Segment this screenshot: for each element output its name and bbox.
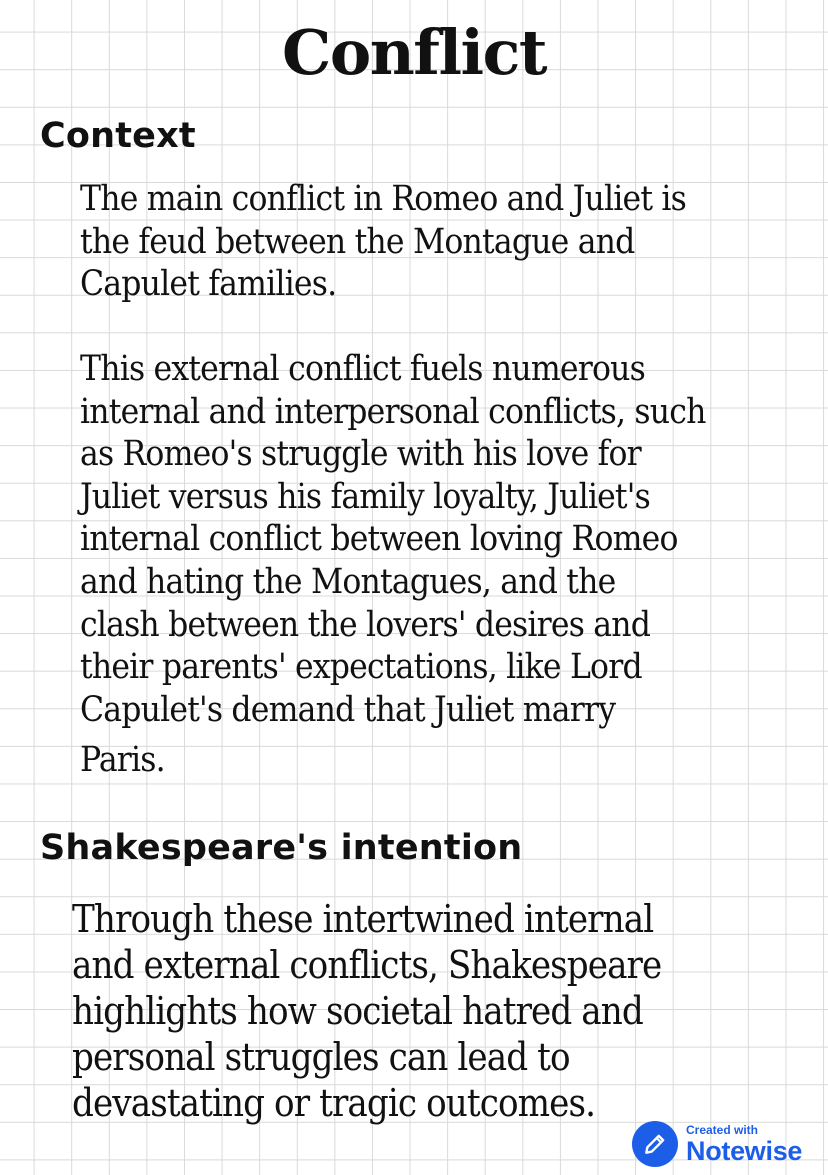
text-line: their parents' expectations, like Lord bbox=[80, 647, 642, 688]
text-line: Capulet families. bbox=[80, 264, 337, 305]
pencil-icon bbox=[632, 1121, 678, 1167]
text-line: internal and interpersonal conflicts, such bbox=[80, 391, 706, 432]
text-line: Through these intertwined internal bbox=[72, 897, 654, 941]
text-line: as Romeo's struggle with his love for bbox=[80, 434, 641, 475]
text-line: The main conflict in Romeo and Juliet is bbox=[80, 179, 686, 219]
text-line: the feud between the Montague and bbox=[80, 221, 635, 262]
intention-paragraph bbox=[72, 896, 661, 1126]
text-line: Capulet's demand that Juliet marry bbox=[80, 689, 616, 730]
badge-caption: Created with bbox=[686, 1122, 759, 1137]
text-line: Paris. bbox=[80, 740, 165, 781]
text-line: clash between the lovers' desires and bbox=[80, 604, 651, 645]
text-line: highlights how societal hatred and bbox=[72, 989, 643, 1033]
context-paragraph-1 bbox=[80, 178, 686, 306]
badge-brand-name: Notewise bbox=[686, 1135, 803, 1166]
text-line: devastating or tragic outcomes. bbox=[72, 1081, 596, 1125]
text-line: personal struggles can lead to bbox=[72, 1035, 570, 1079]
text-line: Juliet versus his family loyalty, Juliet's bbox=[80, 476, 650, 517]
page-title: Conflict bbox=[282, 16, 546, 89]
context-paragraph-2 bbox=[80, 348, 706, 782]
text-line: internal conflict between loving Romeo bbox=[80, 519, 678, 560]
text-line: and external conflicts, Shakespeare bbox=[72, 943, 662, 987]
section-heading-context: Context bbox=[40, 116, 196, 156]
notewise-badge bbox=[632, 1120, 802, 1168]
text-line: and hating the Montagues, and the bbox=[80, 561, 616, 602]
badge-text bbox=[686, 1124, 802, 1165]
section-heading-intention: Shakespeare's intention bbox=[40, 828, 523, 868]
text-line: This external conflict fuels numerous bbox=[80, 349, 645, 389]
